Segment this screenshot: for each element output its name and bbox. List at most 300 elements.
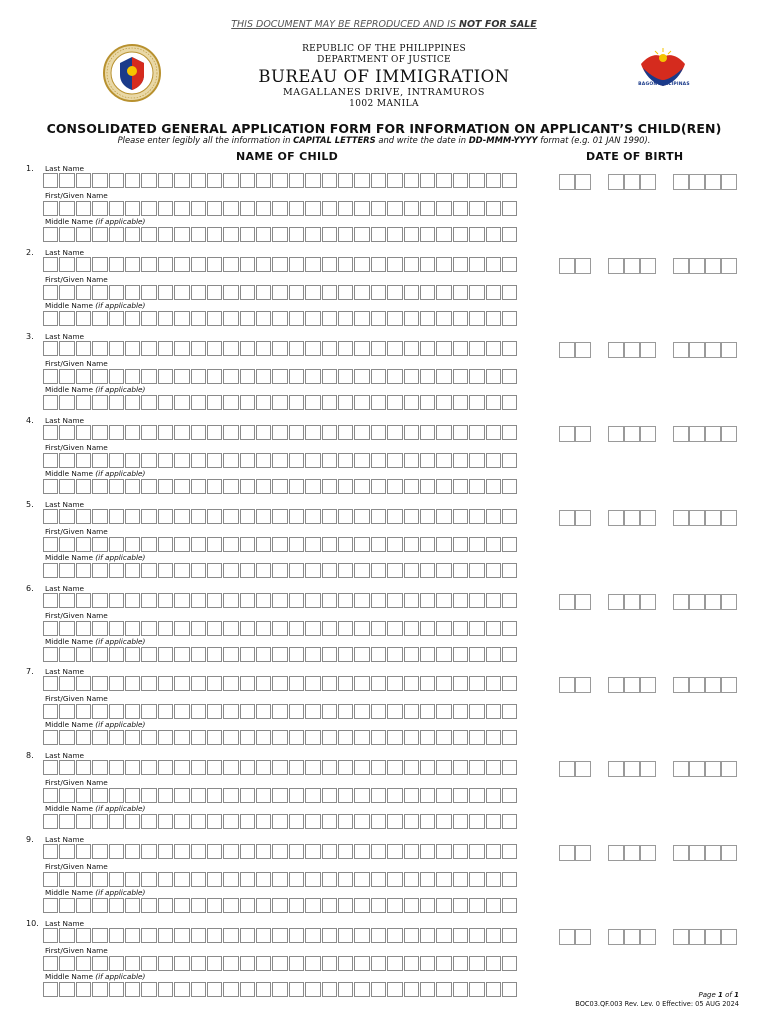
- letter-box[interactable]: [436, 647, 451, 662]
- date-digit-box[interactable]: [721, 594, 737, 610]
- letter-box[interactable]: [420, 341, 435, 356]
- letter-box[interactable]: [387, 257, 402, 272]
- letter-box[interactable]: [371, 369, 386, 384]
- letter-box[interactable]: [469, 227, 484, 242]
- letter-box[interactable]: [158, 509, 173, 524]
- letter-box[interactable]: [469, 509, 484, 524]
- letter-box[interactable]: [453, 872, 468, 887]
- letter-box[interactable]: [59, 621, 74, 636]
- letter-box[interactable]: [322, 898, 337, 913]
- letter-box[interactable]: [354, 311, 369, 326]
- letter-box[interactable]: [322, 704, 337, 719]
- letter-box[interactable]: [338, 479, 353, 494]
- letter-box[interactable]: [338, 647, 353, 662]
- letter-box[interactable]: [223, 201, 238, 216]
- letter-box[interactable]: [207, 621, 222, 636]
- letter-box[interactable]: [158, 704, 173, 719]
- letter-box[interactable]: [453, 257, 468, 272]
- letter-box[interactable]: [404, 704, 419, 719]
- letter-box[interactable]: [207, 844, 222, 859]
- letter-box[interactable]: [420, 425, 435, 440]
- letter-box[interactable]: [354, 173, 369, 188]
- letter-box[interactable]: [486, 844, 501, 859]
- letter-box[interactable]: [92, 509, 107, 524]
- letter-box[interactable]: [502, 201, 517, 216]
- letter-box[interactable]: [59, 257, 74, 272]
- letter-box[interactable]: [240, 956, 255, 971]
- letter-box[interactable]: [174, 369, 189, 384]
- letter-box[interactable]: [486, 479, 501, 494]
- letter-box[interactable]: [305, 676, 320, 691]
- letter-box[interactable]: [223, 173, 238, 188]
- letter-box[interactable]: [502, 227, 517, 242]
- letter-box[interactable]: [354, 621, 369, 636]
- letter-box[interactable]: [43, 311, 58, 326]
- letter-box[interactable]: [240, 341, 255, 356]
- letter-box[interactable]: [453, 285, 468, 300]
- letter-box[interactable]: [109, 730, 124, 745]
- letter-box[interactable]: [141, 704, 156, 719]
- letter-box[interactable]: [92, 844, 107, 859]
- letter-box[interactable]: [240, 453, 255, 468]
- letter-box[interactable]: [109, 982, 124, 997]
- letter-box[interactable]: [76, 311, 91, 326]
- letter-box[interactable]: [272, 509, 287, 524]
- letter-box[interactable]: [92, 956, 107, 971]
- letter-box[interactable]: [256, 788, 271, 803]
- letter-box[interactable]: [109, 453, 124, 468]
- letter-box[interactable]: [256, 509, 271, 524]
- letter-box[interactable]: [387, 285, 402, 300]
- letter-box[interactable]: [158, 453, 173, 468]
- letter-box[interactable]: [59, 509, 74, 524]
- letter-box[interactable]: [322, 593, 337, 608]
- letter-box[interactable]: [76, 982, 91, 997]
- letter-box[interactable]: [240, 509, 255, 524]
- letter-box[interactable]: [240, 201, 255, 216]
- letter-box[interactable]: [453, 621, 468, 636]
- letter-box[interactable]: [486, 537, 501, 552]
- letter-box[interactable]: [109, 676, 124, 691]
- letter-box[interactable]: [141, 369, 156, 384]
- letter-box[interactable]: [92, 227, 107, 242]
- letter-box[interactable]: [141, 982, 156, 997]
- letter-box[interactable]: [223, 898, 238, 913]
- date-digit-box[interactable]: [640, 510, 656, 526]
- letter-box[interactable]: [125, 395, 140, 410]
- letter-box[interactable]: [404, 676, 419, 691]
- letter-box[interactable]: [59, 227, 74, 242]
- letter-box[interactable]: [338, 928, 353, 943]
- letter-box[interactable]: [305, 395, 320, 410]
- date-digit-box[interactable]: [559, 929, 575, 945]
- letter-box[interactable]: [158, 676, 173, 691]
- letter-box[interactable]: [141, 509, 156, 524]
- letter-box[interactable]: [256, 621, 271, 636]
- letter-box[interactable]: [109, 257, 124, 272]
- date-digit-box[interactable]: [575, 510, 591, 526]
- letter-box[interactable]: [305, 956, 320, 971]
- letter-box[interactable]: [256, 982, 271, 997]
- letter-box[interactable]: [191, 173, 206, 188]
- date-digit-box[interactable]: [705, 342, 721, 358]
- date-digit-box[interactable]: [559, 845, 575, 861]
- letter-box[interactable]: [404, 257, 419, 272]
- letter-box[interactable]: [453, 956, 468, 971]
- date-digit-box[interactable]: [673, 677, 689, 693]
- letter-box[interactable]: [174, 395, 189, 410]
- letter-box[interactable]: [420, 537, 435, 552]
- letter-box[interactable]: [141, 173, 156, 188]
- letter-box[interactable]: [338, 956, 353, 971]
- letter-box[interactable]: [158, 425, 173, 440]
- date-digit-box[interactable]: [673, 845, 689, 861]
- letter-box[interactable]: [43, 704, 58, 719]
- letter-box[interactable]: [59, 593, 74, 608]
- letter-box[interactable]: [109, 788, 124, 803]
- letter-box[interactable]: [174, 621, 189, 636]
- letter-box[interactable]: [158, 788, 173, 803]
- date-digit-box[interactable]: [689, 845, 705, 861]
- letter-box[interactable]: [158, 285, 173, 300]
- letter-box[interactable]: [207, 173, 222, 188]
- letter-box[interactable]: [502, 341, 517, 356]
- letter-box[interactable]: [404, 593, 419, 608]
- date-digit-box[interactable]: [559, 677, 575, 693]
- letter-box[interactable]: [289, 898, 304, 913]
- date-digit-box[interactable]: [575, 342, 591, 358]
- letter-box[interactable]: [502, 814, 517, 829]
- letter-box[interactable]: [322, 537, 337, 552]
- letter-box[interactable]: [486, 704, 501, 719]
- date-digit-box[interactable]: [575, 258, 591, 274]
- letter-box[interactable]: [387, 788, 402, 803]
- letter-box[interactable]: [141, 956, 156, 971]
- letter-box[interactable]: [207, 369, 222, 384]
- letter-box[interactable]: [305, 453, 320, 468]
- letter-box[interactable]: [404, 425, 419, 440]
- letter-box[interactable]: [43, 982, 58, 997]
- letter-box[interactable]: [338, 453, 353, 468]
- letter-box[interactable]: [404, 788, 419, 803]
- letter-box[interactable]: [109, 647, 124, 662]
- letter-box[interactable]: [404, 173, 419, 188]
- letter-box[interactable]: [59, 395, 74, 410]
- letter-box[interactable]: [420, 621, 435, 636]
- letter-box[interactable]: [371, 593, 386, 608]
- letter-box[interactable]: [387, 676, 402, 691]
- letter-box[interactable]: [223, 844, 238, 859]
- letter-box[interactable]: [420, 844, 435, 859]
- letter-box[interactable]: [436, 730, 451, 745]
- letter-box[interactable]: [125, 872, 140, 887]
- letter-box[interactable]: [256, 872, 271, 887]
- letter-box[interactable]: [207, 647, 222, 662]
- letter-box[interactable]: [92, 593, 107, 608]
- letter-box[interactable]: [109, 872, 124, 887]
- letter-box[interactable]: [158, 395, 173, 410]
- letter-box[interactable]: [453, 453, 468, 468]
- letter-box[interactable]: [453, 814, 468, 829]
- letter-box[interactable]: [59, 369, 74, 384]
- letter-box[interactable]: [240, 311, 255, 326]
- letter-box[interactable]: [420, 872, 435, 887]
- letter-box[interactable]: [191, 982, 206, 997]
- letter-box[interactable]: [76, 676, 91, 691]
- letter-box[interactable]: [502, 898, 517, 913]
- letter-box[interactable]: [305, 285, 320, 300]
- letter-box[interactable]: [289, 814, 304, 829]
- letter-box[interactable]: [223, 593, 238, 608]
- letter-box[interactable]: [305, 369, 320, 384]
- letter-box[interactable]: [469, 285, 484, 300]
- date-digit-box[interactable]: [624, 761, 640, 777]
- letter-box[interactable]: [404, 395, 419, 410]
- letter-box[interactable]: [289, 956, 304, 971]
- letter-box[interactable]: [289, 369, 304, 384]
- letter-box[interactable]: [125, 814, 140, 829]
- letter-box[interactable]: [141, 341, 156, 356]
- letter-box[interactable]: [256, 563, 271, 578]
- letter-box[interactable]: [141, 621, 156, 636]
- letter-box[interactable]: [371, 730, 386, 745]
- letter-box[interactable]: [387, 311, 402, 326]
- letter-box[interactable]: [191, 563, 206, 578]
- letter-box[interactable]: [502, 395, 517, 410]
- letter-box[interactable]: [191, 285, 206, 300]
- letter-box[interactable]: [158, 173, 173, 188]
- date-digit-box[interactable]: [673, 761, 689, 777]
- letter-box[interactable]: [141, 928, 156, 943]
- letter-box[interactable]: [387, 537, 402, 552]
- letter-box[interactable]: [59, 928, 74, 943]
- letter-box[interactable]: [502, 311, 517, 326]
- letter-box[interactable]: [322, 844, 337, 859]
- letter-box[interactable]: [371, 537, 386, 552]
- letter-box[interactable]: [223, 311, 238, 326]
- letter-box[interactable]: [92, 928, 107, 943]
- letter-box[interactable]: [174, 676, 189, 691]
- letter-box[interactable]: [43, 676, 58, 691]
- letter-box[interactable]: [92, 788, 107, 803]
- letter-box[interactable]: [272, 311, 287, 326]
- letter-box[interactable]: [272, 285, 287, 300]
- letter-box[interactable]: [240, 257, 255, 272]
- letter-box[interactable]: [256, 285, 271, 300]
- letter-box[interactable]: [322, 173, 337, 188]
- letter-box[interactable]: [76, 621, 91, 636]
- letter-box[interactable]: [256, 311, 271, 326]
- letter-box[interactable]: [322, 369, 337, 384]
- letter-box[interactable]: [420, 704, 435, 719]
- date-digit-box[interactable]: [673, 174, 689, 190]
- letter-box[interactable]: [436, 311, 451, 326]
- letter-box[interactable]: [486, 982, 501, 997]
- letter-box[interactable]: [76, 369, 91, 384]
- letter-box[interactable]: [322, 227, 337, 242]
- letter-box[interactable]: [469, 814, 484, 829]
- letter-box[interactable]: [486, 341, 501, 356]
- letter-box[interactable]: [76, 956, 91, 971]
- letter-box[interactable]: [502, 593, 517, 608]
- letter-box[interactable]: [256, 341, 271, 356]
- letter-box[interactable]: [453, 928, 468, 943]
- letter-box[interactable]: [469, 537, 484, 552]
- letter-box[interactable]: [289, 425, 304, 440]
- letter-box[interactable]: [223, 341, 238, 356]
- letter-box[interactable]: [141, 593, 156, 608]
- letter-box[interactable]: [469, 956, 484, 971]
- letter-box[interactable]: [469, 479, 484, 494]
- letter-box[interactable]: [92, 898, 107, 913]
- letter-box[interactable]: [404, 872, 419, 887]
- letter-box[interactable]: [420, 814, 435, 829]
- letter-box[interactable]: [174, 956, 189, 971]
- letter-box[interactable]: [207, 676, 222, 691]
- letter-box[interactable]: [191, 844, 206, 859]
- date-digit-box[interactable]: [721, 342, 737, 358]
- letter-box[interactable]: [125, 788, 140, 803]
- letter-box[interactable]: [240, 537, 255, 552]
- letter-box[interactable]: [502, 844, 517, 859]
- letter-box[interactable]: [223, 982, 238, 997]
- letter-box[interactable]: [158, 730, 173, 745]
- date-digit-box[interactable]: [721, 761, 737, 777]
- letter-box[interactable]: [486, 563, 501, 578]
- letter-box[interactable]: [322, 395, 337, 410]
- letter-box[interactable]: [174, 872, 189, 887]
- letter-box[interactable]: [59, 311, 74, 326]
- date-digit-box[interactable]: [640, 174, 656, 190]
- letter-box[interactable]: [404, 479, 419, 494]
- letter-box[interactable]: [43, 285, 58, 300]
- letter-box[interactable]: [59, 173, 74, 188]
- letter-box[interactable]: [486, 593, 501, 608]
- letter-box[interactable]: [223, 621, 238, 636]
- letter-box[interactable]: [338, 257, 353, 272]
- letter-box[interactable]: [404, 621, 419, 636]
- letter-box[interactable]: [486, 730, 501, 745]
- letter-box[interactable]: [158, 872, 173, 887]
- date-digit-box[interactable]: [559, 510, 575, 526]
- letter-box[interactable]: [141, 676, 156, 691]
- letter-box[interactable]: [305, 509, 320, 524]
- letter-box[interactable]: [125, 369, 140, 384]
- letter-box[interactable]: [272, 537, 287, 552]
- letter-box[interactable]: [240, 479, 255, 494]
- date-digit-box[interactable]: [721, 510, 737, 526]
- letter-box[interactable]: [305, 563, 320, 578]
- letter-box[interactable]: [338, 201, 353, 216]
- date-digit-box[interactable]: [559, 426, 575, 442]
- letter-box[interactable]: [486, 872, 501, 887]
- letter-box[interactable]: [141, 814, 156, 829]
- letter-box[interactable]: [469, 872, 484, 887]
- letter-box[interactable]: [272, 788, 287, 803]
- letter-box[interactable]: [191, 425, 206, 440]
- letter-box[interactable]: [240, 647, 255, 662]
- letter-box[interactable]: [436, 395, 451, 410]
- letter-box[interactable]: [436, 509, 451, 524]
- letter-box[interactable]: [305, 898, 320, 913]
- letter-box[interactable]: [469, 621, 484, 636]
- letter-box[interactable]: [371, 311, 386, 326]
- letter-box[interactable]: [502, 621, 517, 636]
- letter-box[interactable]: [305, 593, 320, 608]
- letter-box[interactable]: [436, 788, 451, 803]
- letter-box[interactable]: [338, 395, 353, 410]
- letter-box[interactable]: [223, 395, 238, 410]
- letter-box[interactable]: [43, 621, 58, 636]
- letter-box[interactable]: [322, 563, 337, 578]
- letter-box[interactable]: [109, 341, 124, 356]
- letter-box[interactable]: [436, 956, 451, 971]
- letter-box[interactable]: [59, 844, 74, 859]
- letter-box[interactable]: [109, 563, 124, 578]
- letter-box[interactable]: [420, 227, 435, 242]
- letter-box[interactable]: [43, 760, 58, 775]
- letter-box[interactable]: [387, 982, 402, 997]
- letter-box[interactable]: [256, 814, 271, 829]
- letter-box[interactable]: [469, 257, 484, 272]
- letter-box[interactable]: [436, 898, 451, 913]
- letter-box[interactable]: [305, 425, 320, 440]
- letter-box[interactable]: [191, 369, 206, 384]
- letter-box[interactable]: [125, 285, 140, 300]
- letter-box[interactable]: [43, 563, 58, 578]
- letter-box[interactable]: [354, 453, 369, 468]
- letter-box[interactable]: [92, 173, 107, 188]
- letter-box[interactable]: [191, 788, 206, 803]
- letter-box[interactable]: [223, 285, 238, 300]
- letter-box[interactable]: [453, 479, 468, 494]
- letter-box[interactable]: [338, 621, 353, 636]
- letter-box[interactable]: [289, 872, 304, 887]
- letter-box[interactable]: [191, 730, 206, 745]
- date-digit-box[interactable]: [575, 426, 591, 442]
- letter-box[interactable]: [272, 257, 287, 272]
- letter-box[interactable]: [289, 257, 304, 272]
- letter-box[interactable]: [436, 537, 451, 552]
- letter-box[interactable]: [387, 453, 402, 468]
- letter-box[interactable]: [109, 425, 124, 440]
- date-digit-box[interactable]: [705, 677, 721, 693]
- letter-box[interactable]: [223, 760, 238, 775]
- letter-box[interactable]: [141, 227, 156, 242]
- letter-box[interactable]: [387, 956, 402, 971]
- letter-box[interactable]: [256, 369, 271, 384]
- letter-box[interactable]: [338, 760, 353, 775]
- letter-box[interactable]: [322, 872, 337, 887]
- letter-box[interactable]: [354, 814, 369, 829]
- date-digit-box[interactable]: [575, 174, 591, 190]
- letter-box[interactable]: [43, 257, 58, 272]
- letter-box[interactable]: [240, 563, 255, 578]
- letter-box[interactable]: [486, 928, 501, 943]
- letter-box[interactable]: [338, 704, 353, 719]
- letter-box[interactable]: [338, 814, 353, 829]
- letter-box[interactable]: [289, 760, 304, 775]
- letter-box[interactable]: [109, 593, 124, 608]
- letter-box[interactable]: [469, 676, 484, 691]
- letter-box[interactable]: [453, 788, 468, 803]
- letter-box[interactable]: [354, 201, 369, 216]
- letter-box[interactable]: [256, 647, 271, 662]
- letter-box[interactable]: [354, 227, 369, 242]
- letter-box[interactable]: [387, 814, 402, 829]
- letter-box[interactable]: [371, 479, 386, 494]
- letter-box[interactable]: [256, 928, 271, 943]
